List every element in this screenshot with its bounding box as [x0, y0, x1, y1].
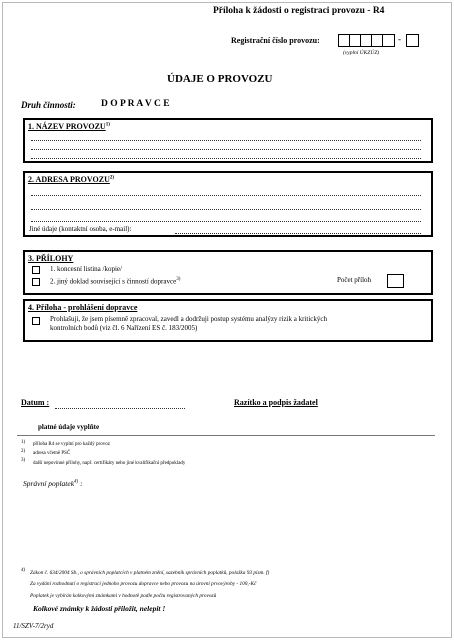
declaration-text-2: kontrolních bodů (viz čl. 6 Nařízení ES č. 183/2005) [50, 324, 198, 332]
address-line-3[interactable] [31, 221, 421, 222]
name-line-1[interactable] [31, 140, 421, 141]
other-info-label: Jiné údaje (kontaktní osoba, e-mail): [29, 225, 132, 233]
note-4-stamps: Poplatek je vybírán kolkovými známkami v hodnotě podle počtu registrovaných provozů [30, 593, 217, 599]
form-page [2, 2, 452, 638]
section-attachments [23, 250, 433, 295]
footnote-1-num: 1) [21, 440, 26, 445]
section-attachments-title: 3. PŘÍLOHY [28, 254, 74, 263]
activity-value: D O P R A V C E [101, 99, 170, 109]
attachment-1-checkbox[interactable] [32, 266, 40, 274]
stamps-instruction: Kolkové známky k žádosti přiložit, nelepit ! [33, 604, 166, 613]
note-4-num: 4) [21, 568, 26, 573]
activity-label: Druh činnosti: [21, 100, 76, 110]
section-address [23, 171, 433, 237]
section-name-title: 1. NÁZEV PROVOZU$^{1)}$ [28, 122, 110, 131]
footnote-3-num: 3) [21, 458, 26, 463]
declaration-checkbox[interactable] [32, 317, 40, 325]
signature-label: Razítko a podpis žadatel [234, 398, 318, 407]
attachment-2-checkbox[interactable] [32, 278, 40, 286]
other-info-line[interactable] [175, 233, 421, 234]
note-4-law: Zákon č. 634/2004 Sb., o správních poplatcích v platném znění, sazebník správních poplatků, položka 93 písm. f) [30, 570, 270, 576]
fee-label: Správní poplatek$^{4)}$ : [23, 479, 83, 488]
registration-note: (vyplní ÚKZÚZ) [343, 50, 380, 56]
fill-note: platné údaje vyplňte [38, 423, 100, 431]
name-line-3[interactable] [31, 158, 421, 159]
form-code: 11/SZV-7/2ryd [13, 622, 54, 630]
attachment-1-label: 1. koncesní listina /kopie/ [50, 265, 122, 273]
divider [17, 435, 435, 436]
main-title: ÚDAJE O PROVOZU [167, 73, 273, 85]
section-name [23, 118, 433, 163]
form-title: Příloha k žádosti o registraci provozu - R4 [213, 6, 385, 16]
footnote-3: další nepovinné přílohy, např. certifikáty nebo jiné kvalifikační předpoklady [33, 461, 186, 466]
registration-suffix-field[interactable] [406, 34, 419, 47]
footnote-2-num: 2) [21, 449, 26, 454]
registration-dash: - [398, 34, 401, 44]
declaration-text-1: Prohlašuji, že jsem písemně zpracoval, zavedl a dodržuji postup systému analýzy rizik a kritických [50, 315, 327, 323]
date-field[interactable] [55, 408, 185, 409]
section-declaration-title: 4. Příloha - prohlášení dopravce [28, 303, 138, 312]
address-line-1[interactable] [31, 195, 421, 196]
attachment-count-label: Počet příloh [337, 276, 372, 284]
attachment-count-field[interactable] [387, 274, 404, 288]
footnote-1: příloha R4 se vyplní pro každý provoz [33, 442, 110, 447]
address-line-2[interactable] [31, 209, 421, 210]
footnote-2: adresa včetně PSČ [33, 451, 71, 456]
section-address-title: 2. ADRESA PROVOZU$^{2)}$ [28, 175, 115, 184]
section-declaration [23, 299, 433, 342]
attachment-2-label: 2. jiný doklad související s činností dopravce$^{3)}$ [50, 277, 181, 286]
note-4-fee: Za vydání rozhodnutí o registraci jednoho provozu dopravce nebo provozu na úrovni prvovýroby - 100,-Kč [30, 581, 257, 587]
registration-number-field[interactable] [338, 34, 395, 47]
registration-label: Registrační číslo provozu: [231, 36, 320, 45]
name-line-2[interactable] [31, 149, 421, 150]
date-label: Datum : [21, 398, 50, 407]
